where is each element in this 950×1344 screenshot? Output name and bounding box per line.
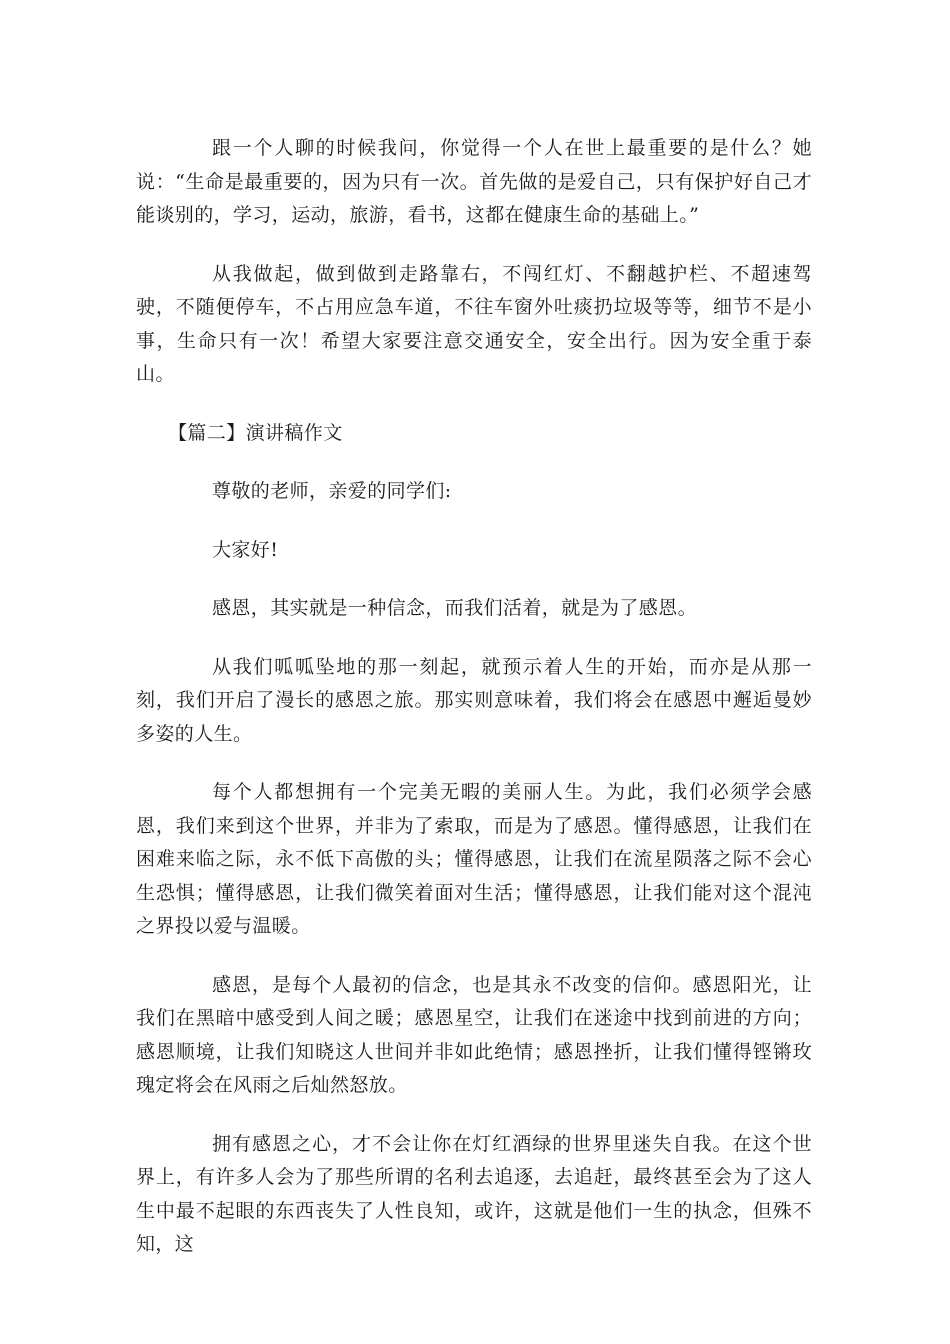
- document-page: [136, 132, 812, 1287]
- greeting: 大家好!: [212, 538, 279, 561]
- paragraph-6: 感恩，是每个人最初的信念，也是其永不改变的信仰。感恩阳光，让我们在黑暗中感受到人间之暖；感恩星空，让我们在迷途中找到前进的方向；感恩顺境，让我们知晓这人世间并非如此绝情；感恩挫折，让我们懂得铿锵玫瑰定将会在风雨之后灿然怒放。: [136, 973, 812, 1096]
- paragraph-3: 感恩，其实就是一种信念，而我们活着，就是为了感恩。: [212, 597, 698, 619]
- paragraph-4: 从我们呱呱坠地的那一刻起，就预示着人生的开始，而亦是从那一刻，我们开启了漫长的感恩之旅。那实则意味着，我们将会在感恩中邂逅曼妙多姿的人生。: [136, 655, 812, 745]
- section-heading: 【篇二】演讲稿作文: [168, 421, 343, 444]
- salutation: 尊敬的老师，亲爱的同学们:: [212, 480, 452, 502]
- paragraph-7: 拥有感恩之心，才不会让你在灯红酒绿的世界里迷失自我。在这个世界上，有许多人会为了那些所谓的名利去追逐，去追赶，最终甚至会为了这人生中最不起眼的东西丧失了人性良知，或许，这就是他们一生的执念，但殊不知，这: [136, 1132, 812, 1255]
- paragraph-1: 跟一个人聊的时候我问，你觉得一个人在世上最重要的是什么？她说：“生命是最重要的，因为只有一次。首先做的是爱自己，只有保护好自己才能谈别的，学习，运动，旅游，看书，这都在健康生命的基础上。”: [136, 137, 812, 226]
- paragraph-5: 每个人都想拥有一个完美无暇的美丽人生。为此，我们必须学会感恩，我们来到这个世界，并非为了索取，而是为了感恩。懂得感恩，让我们在困难来临之际，永不低下高傲的头；懂得感恩，让我们在流星陨落之际不会心生恐惧；懂得感恩，让我们微笑着面对生活；懂得感恩，让我们能对这个混沌之界投以爱与温暖。: [136, 781, 812, 937]
- paragraph-2: 从我做起，做到做到走路靠右，不闯红灯、不翻越护栏、不超速驾驶，不随便停车，不占用应急车道，不往车窗外吐痰扔垃圾等等，细节不是小事，生命只有一次！希望大家要注意交通安全，安全出行。因为安全重于泰山。: [136, 262, 812, 385]
